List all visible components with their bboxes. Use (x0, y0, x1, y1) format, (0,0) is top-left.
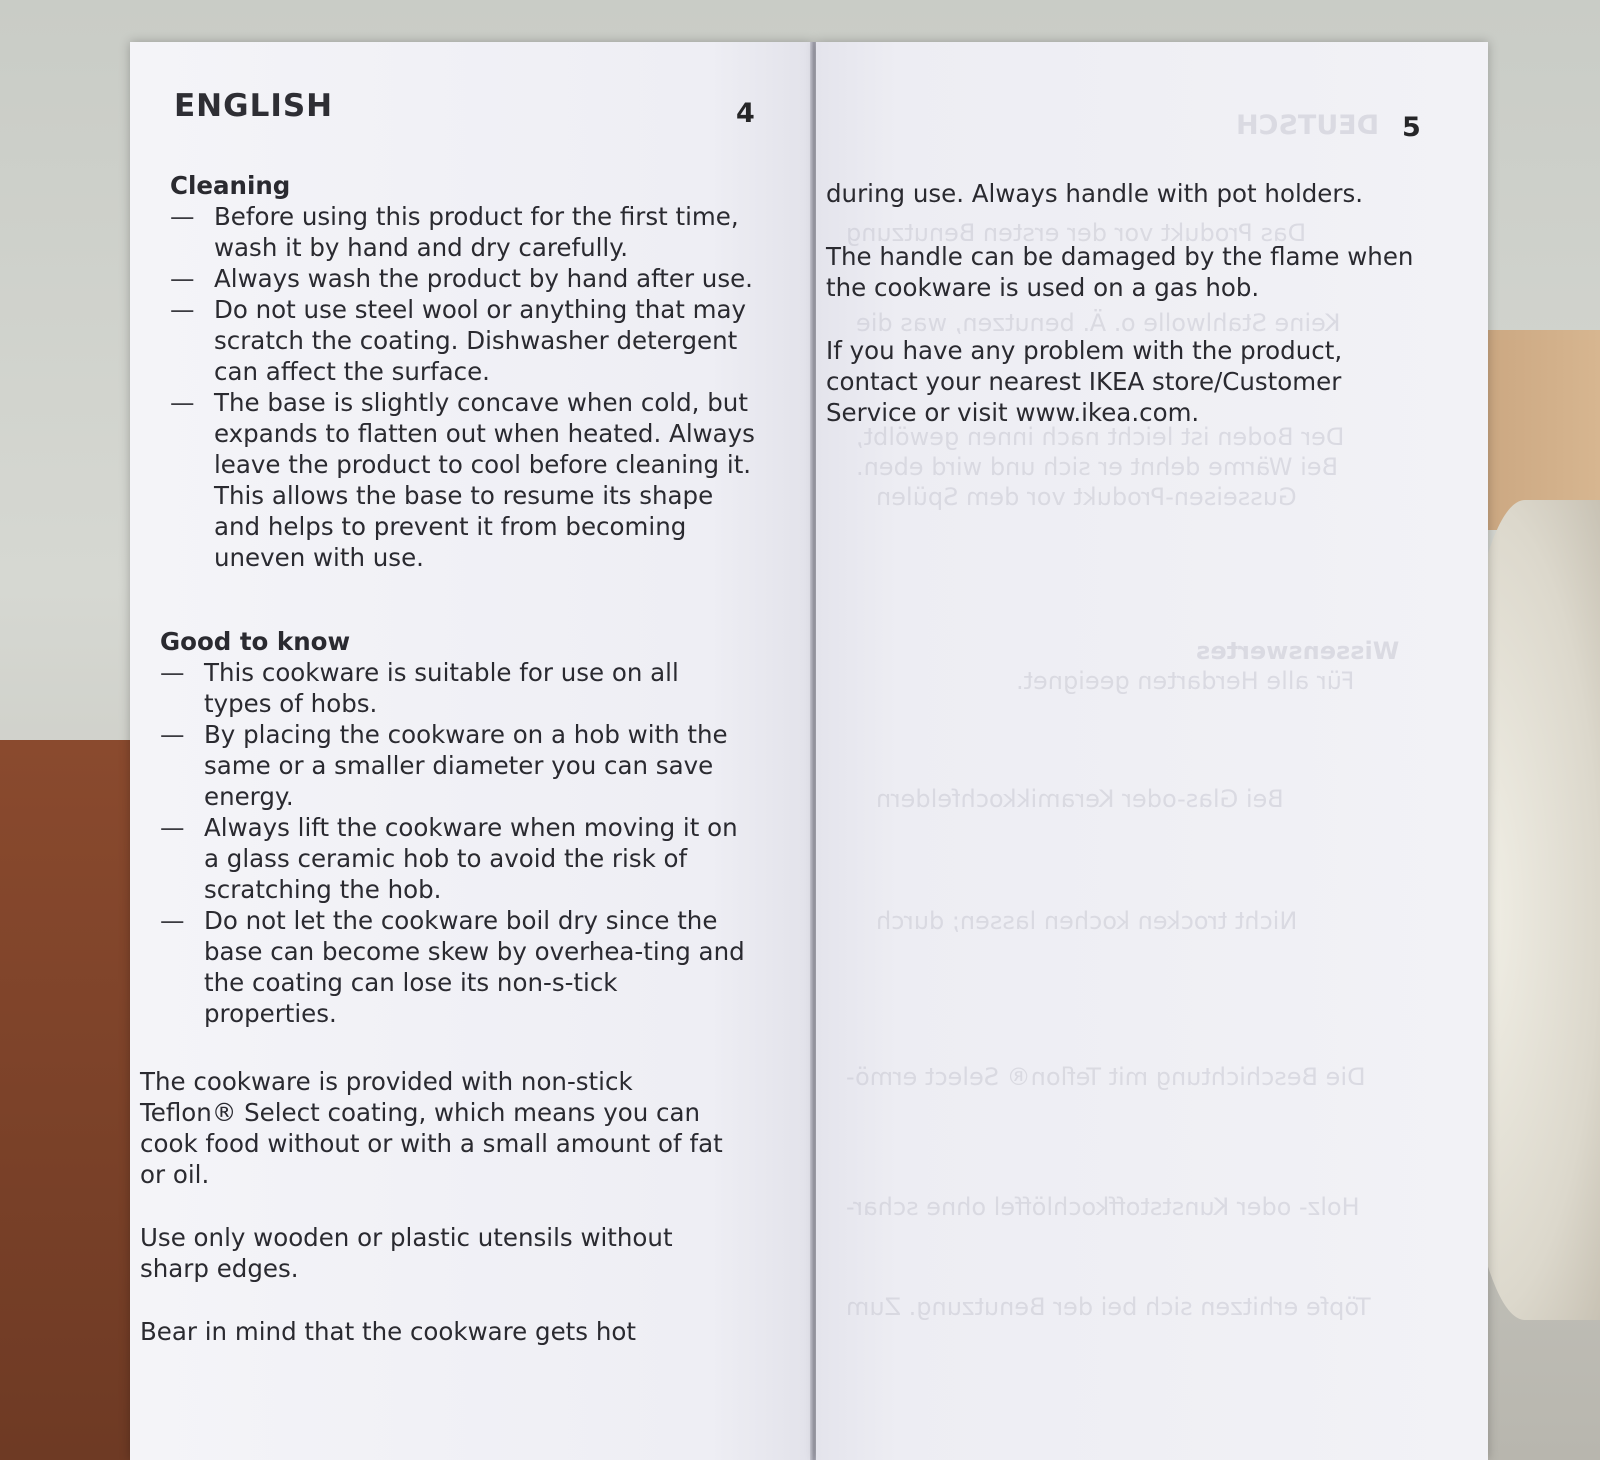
paragraph: Use only wooden or plastic utensils without sharp edges. (140, 1223, 673, 1283)
paragraph: If you have any problem with the product, contact your nearest IKEA store/Customer Service or visit www.ikea.com. (826, 336, 1343, 427)
paragraph: The handle can be damaged by the flame when the cookware is used on a gas hob. (826, 242, 1414, 302)
good-to-know-section (160, 626, 750, 1029)
show-through-line: Gusseisen-Produkt vor dem Spülen (876, 483, 1297, 511)
cleaning-heading: Cleaning (170, 171, 291, 200)
paragraph: Bear in mind that the cookware gets hot (140, 1317, 636, 1346)
cleaning-list (170, 201, 760, 573)
list-item: — By placing the cookware on a hob with the same or a smaller diameter you can save energy. (160, 719, 750, 812)
list-item: — This cookware is suitable for use on all types of hobs. (160, 657, 750, 719)
cleaning-section (170, 170, 760, 573)
list-item: — Do not let the cookware boil dry since the base can become skew by overhea-ting and the coating can lose its non-s-tick properties. (160, 905, 750, 1029)
right-page (816, 42, 1488, 1460)
list-item: — Do not use steel wool or anything that may scratch the coating. Dishwasher detergent can affect the surface. (170, 294, 760, 387)
list-item: — The base is slightly concave when cold, but expands to flatten out when heated. Always leave the product to cool before cleaning it. This allows the base to resume its shape and helps to prevent it from becoming uneven with use. (170, 387, 760, 573)
page-number-left: 4 (736, 98, 755, 129)
language-heading: ENGLISH (174, 88, 334, 124)
paragraph: The cookware is provided with non-stick Teflon® Select coating, which means you can cook food without or with a small amount of fat or oil. (140, 1067, 723, 1189)
show-through-line: Töpfe erhitzen sich bei der Benutzung. Zum (846, 1293, 1371, 1321)
show-through-line: Nicht trocken kochen lassen; durch (876, 907, 1298, 935)
good-to-know-list (160, 657, 750, 1029)
show-through-line: Wissenswertes (1196, 637, 1400, 665)
show-through-line: Keine Stahlwolle o. Ä. benutzen, was die (856, 309, 1341, 337)
left-page (130, 42, 812, 1460)
list-item: — Always lift the cookware when moving it on a glass ceramic hob to avoid the risk of scratching the hob. (160, 812, 750, 905)
show-through-line: Die Beschichtung mit Teflon® Select ermö- (846, 1063, 1366, 1091)
show-through-line: Der Boden ist leicht nach innen gewölbt, (856, 423, 1345, 451)
good-to-know-heading: Good to know (160, 627, 351, 656)
show-through-line: Holz- oder Kunststoffkochlöffel ohne schar- (846, 1193, 1360, 1221)
show-through-header: DEUTSCH (1236, 110, 1380, 141)
show-through-line: Bei Wärme dehnt er sich und wird eben. (856, 453, 1339, 481)
show-through-line: Bei Glas-oder Keramikkochfeldern (876, 785, 1284, 813)
list-item: — Always wash the product by hand after use. (170, 263, 760, 294)
list-item: — Before using this product for the first time, wash it by hand and dry carefully. (170, 201, 760, 263)
paragraph: during use. Always handle with pot holders. (826, 179, 1364, 208)
page-number-right: 5 (1402, 112, 1421, 143)
show-through-line: Das Produkt vor der ersten Benutzung (846, 219, 1307, 247)
show-through-line: Für alle Herdarten geeignet. (1016, 667, 1355, 695)
left-paragraphs (140, 1066, 730, 1379)
table-surface (0, 740, 140, 1460)
